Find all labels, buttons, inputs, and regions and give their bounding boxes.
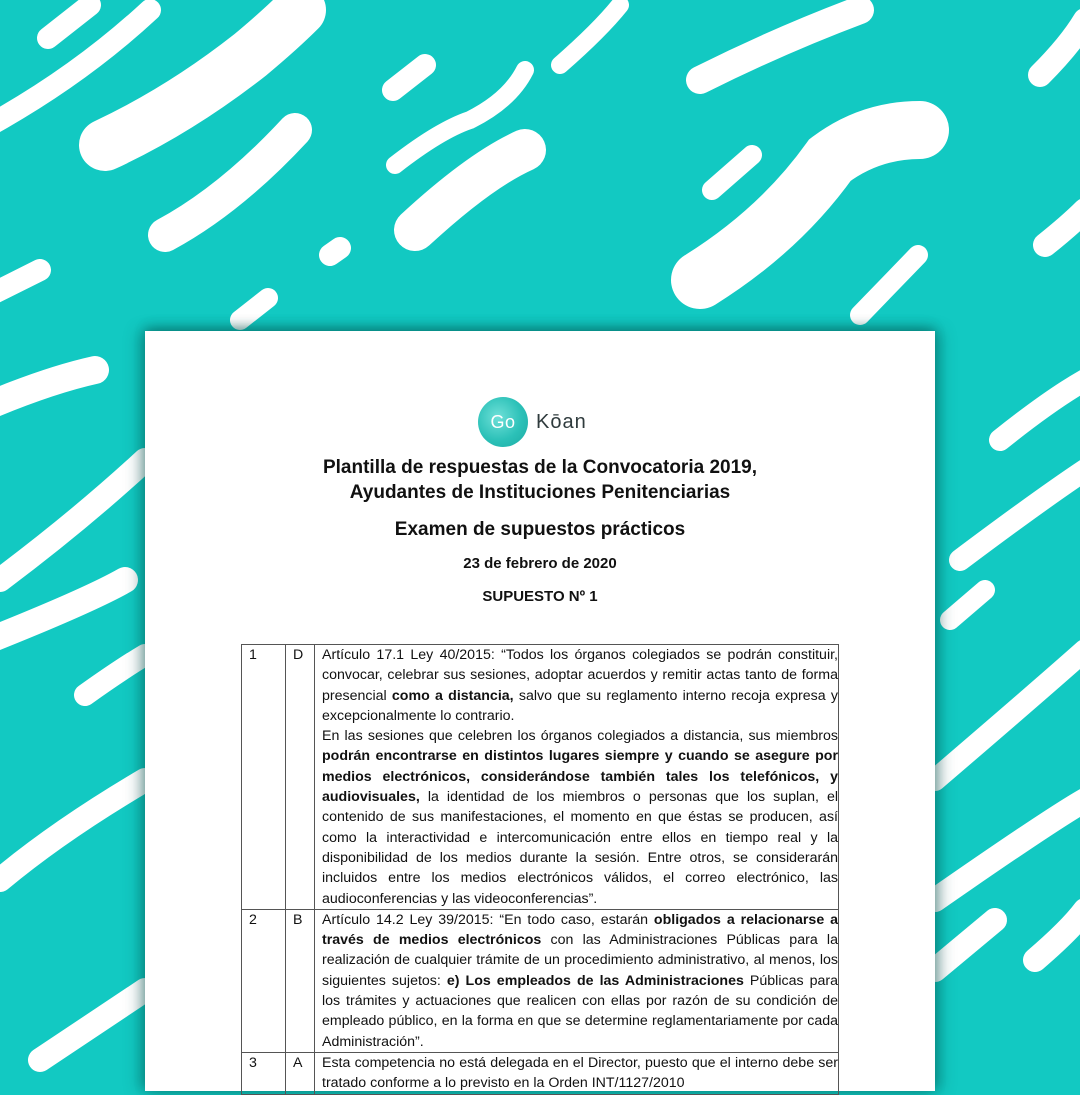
text: Artículo 17.1 Ley 40/2015: “Todos los órganos colegiados se podrán constituir, convocar, celebrar sus sesiones, adoptar acuerdos y remitir actas tanto de forma presencial [322,647,838,704]
logo-text: Kōan [536,410,587,433]
table-row [242,909,839,1052]
answer-sheet-document [145,331,935,1091]
document-title [145,455,935,505]
bold-text: podrán encontrarse en distintos lugares siempre y cuando se asegure por medios electrónicos, considerándose también tales los telefónicos, y audiovisuales, [322,748,838,806]
section-heading: SUPUESTO Nº 1 [482,588,598,605]
text: con las Administraciones Públicas para la realización de cualquier trámite de un procedimiento administrativo, al menos, los siguientes sujetos: [322,932,838,989]
explanation-paragraph [322,645,838,726]
gokoan-logo [478,397,587,447]
text: Esta competencia no está delegada en el Director, puesto que el interno debe ser tratado conforme a lo previsto en la Orden INT/1127/2010 [322,1054,838,1092]
text: En las sesiones que celebren los órganos colegiados a distancia, sus miembros [322,728,838,745]
logo-circle-text: Go [490,411,516,432]
answers-table [241,644,839,1095]
table-row [242,1052,839,1094]
answer-explanation [315,1052,839,1094]
title-line-1: Plantilla de respuestas de la Convocatoria 2019, [322,457,757,478]
explanation-paragraph [322,1053,838,1094]
text: Artículo 14.2 Ley 39/2015: “En todo caso, estarán [322,911,654,928]
text: Públicas para los trámites y actuaciones que realicen con ellas por razón de su condición de empleado público, en la forma en que se determine reglamentariamente por cada Administración”. [322,972,838,1050]
table-row [242,645,839,910]
title-line-2: Ayudantes de Instituciones Penitenciarias [349,482,731,503]
document-date: 23 de febrero de 2020 [463,555,617,572]
answer-letter: A [286,1052,315,1094]
answer-letter: B [286,909,315,1052]
document-subtitle: Examen de supuestos prácticos [394,519,686,540]
bold-text: obligados a relacionarse a través de medios electrónicos [322,911,838,949]
explanation-paragraph [322,910,838,1052]
question-number: 2 [242,909,286,1052]
explanation-paragraph [322,726,838,909]
answer-explanation [315,645,839,910]
question-number: 1 [242,645,286,910]
bold-text: e) Los empleados de las Administraciones [446,972,744,989]
answer-letter: D [286,645,315,910]
logo-circle-icon [478,397,528,447]
bold-text: como a distancia, [391,687,514,704]
text: salvo que su reglamento interno recoja expresa y excepcionalmente lo contrario. [322,687,838,724]
answer-explanation [315,909,839,1052]
question-number: 3 [242,1052,286,1094]
text: la identidad de los miembros o personas que los suplan, el contenido de sus manifestaciones, el momento en que éstas se producen, así como la interactividad e intercomunicación entre ellos en tiempo real y la disponibilidad de los medios durante la sesión. Entre otros, se considerarán incluidos entre los medios electrónicos válidos, el correo electrónico, las audioconferencias y las videoconferencias”. [322,789,838,907]
